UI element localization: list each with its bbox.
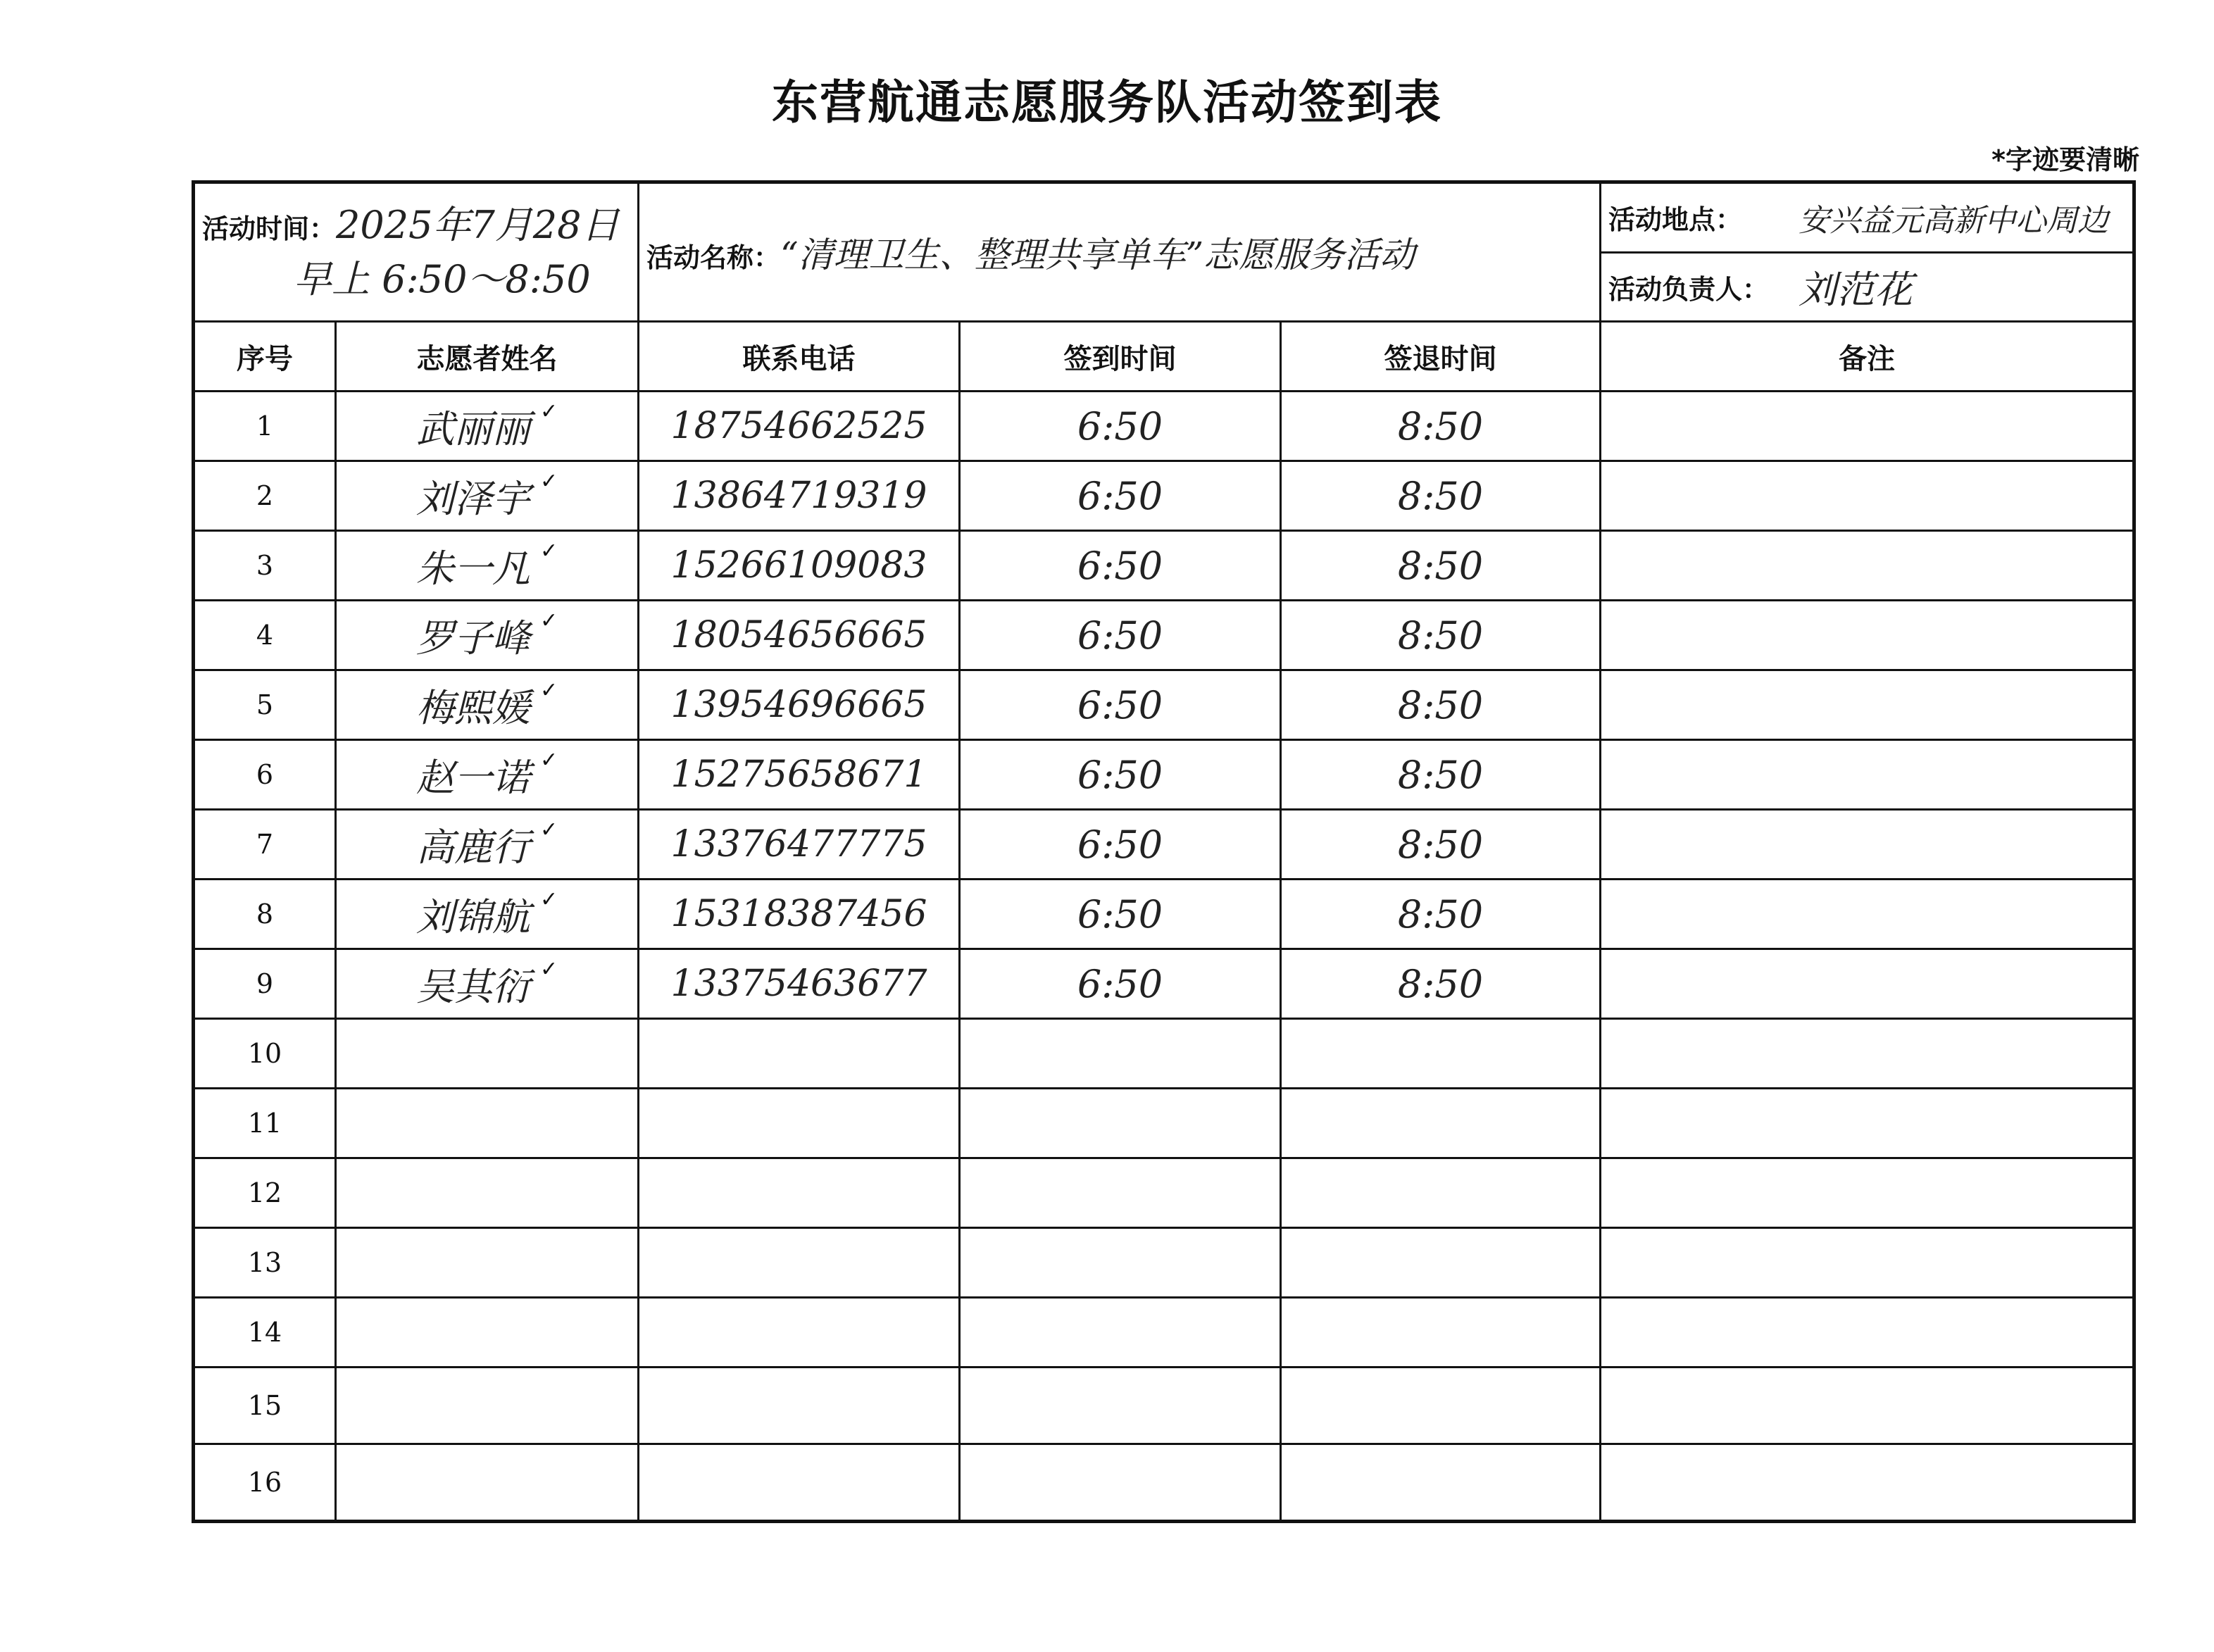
activity-name-value: “清理卫生、整理共享单车”志愿服务活动 <box>780 234 1415 275</box>
volunteer-rows <box>194 392 2134 1522</box>
volunteer-name-cell <box>336 1089 639 1158</box>
phone-cell <box>639 1298 960 1368</box>
table-row <box>194 1089 2134 1158</box>
remark-cell <box>1601 1158 2134 1228</box>
volunteer-name: 罗子峰 <box>415 615 530 661</box>
volunteer-name: 吴其衍 <box>415 964 530 1009</box>
sign-out-cell <box>1281 601 1601 670</box>
volunteer-name: 高鹿行 <box>415 825 530 870</box>
sign-in-cell <box>960 810 1281 880</box>
row-seq: 10 <box>194 1019 336 1089</box>
volunteer-name-cell <box>336 810 639 880</box>
activity-location <box>1601 184 2132 254</box>
remark-cell <box>1601 1089 2134 1158</box>
remark-cell <box>1601 949 2134 1019</box>
sign-in-cell <box>960 1444 1281 1522</box>
sign-out-cell <box>1281 531 1601 601</box>
remark-cell <box>1601 1019 2134 1089</box>
sign-out-cell <box>1281 1089 1601 1158</box>
activity-name-label: 活动名称： <box>646 242 781 273</box>
sign-in-time: 6:50 <box>1077 473 1163 518</box>
phone-number: 13376477775 <box>670 823 927 865</box>
sign-in-cell <box>960 1158 1281 1228</box>
column-header-seq: 序号 <box>194 322 336 392</box>
row-seq: 16 <box>194 1444 336 1522</box>
row-seq: 7 <box>194 810 336 880</box>
volunteer-name-cell <box>336 1019 639 1089</box>
sign-out-cell <box>1281 1158 1601 1228</box>
remark-cell <box>1601 1298 2134 1368</box>
activity-location-leader-cell <box>1601 182 2134 322</box>
sign-out-cell <box>1281 1444 1601 1522</box>
sign-out-cell <box>1281 392 1601 461</box>
remark-cell <box>1601 531 2134 601</box>
check-mark-icon: ✓ <box>539 608 558 633</box>
phone-cell <box>639 670 960 740</box>
activity-location-value: 安兴益元高新中心周边 <box>1799 202 2109 239</box>
phone-cell <box>639 461 960 531</box>
table-row <box>194 392 2134 461</box>
sign-out-cell <box>1281 740 1601 810</box>
volunteer-name: 武丽丽 <box>415 406 530 451</box>
remark-cell <box>1601 1368 2134 1444</box>
volunteer-name-cell <box>336 1368 639 1444</box>
phone-number: 13864719319 <box>670 475 927 517</box>
volunteer-name-cell <box>336 670 639 740</box>
phone-cell <box>639 601 960 670</box>
column-header-remark: 备注 <box>1601 322 2134 392</box>
activity-name-cell <box>639 182 1601 322</box>
phone-cell <box>639 392 960 461</box>
row-seq: 4 <box>194 601 336 670</box>
sign-in-cell <box>960 601 1281 670</box>
phone-cell <box>639 1444 960 1522</box>
sign-in-time: 6:50 <box>1077 682 1163 727</box>
sign-in-time: 6:50 <box>1077 613 1163 658</box>
activity-leader-label: 活动负责人： <box>1608 273 1770 305</box>
phone-cell <box>639 1158 960 1228</box>
activity-date-value: 2025年7月28日 <box>336 202 620 247</box>
table-row <box>194 880 2134 949</box>
phone-number: 13375463677 <box>670 963 927 1005</box>
table-row <box>194 740 2134 810</box>
phone-number: 15275658671 <box>670 753 927 796</box>
table-row <box>194 1158 2134 1228</box>
sign-out-time: 8:50 <box>1397 891 1484 937</box>
phone-cell <box>639 1368 960 1444</box>
volunteer-name: 赵一诺 <box>415 755 530 800</box>
sign-out-cell <box>1281 880 1601 949</box>
phone-cell <box>639 531 960 601</box>
table-row <box>194 810 2134 880</box>
sign-out-time: 8:50 <box>1397 543 1484 588</box>
volunteer-name-cell <box>336 392 639 461</box>
sign-in-cell <box>960 949 1281 1019</box>
sign-out-cell <box>1281 810 1601 880</box>
phone-cell <box>639 949 960 1019</box>
remark-cell <box>1601 1444 2134 1522</box>
sign-in-cell <box>960 1089 1281 1158</box>
phone-cell <box>639 1089 960 1158</box>
table-row <box>194 601 2134 670</box>
page-title: 东营航通志愿服务队活动签到表 <box>772 75 1442 130</box>
sign-out-cell <box>1281 461 1601 531</box>
table-row <box>194 1444 2134 1522</box>
sign-in-time: 6:50 <box>1077 822 1163 867</box>
sign-out-time: 8:50 <box>1397 752 1484 797</box>
sign-in-cell <box>960 461 1281 531</box>
sign-in-cell <box>960 392 1281 461</box>
check-mark-icon: ✓ <box>539 468 558 494</box>
remark-cell <box>1601 810 2134 880</box>
sign-in-cell <box>960 880 1281 949</box>
phone-cell <box>639 1019 960 1089</box>
check-mark-icon: ✓ <box>539 887 558 912</box>
sign-in-table <box>192 180 2136 1523</box>
volunteer-name-cell <box>336 461 639 531</box>
phone-cell <box>639 1228 960 1298</box>
sign-in-cell <box>960 1019 1281 1089</box>
row-seq: 3 <box>194 531 336 601</box>
sign-in-time: 6:50 <box>1077 891 1163 937</box>
phone-number: 15318387456 <box>670 893 927 935</box>
activity-time-label: 活动时间： <box>202 213 337 244</box>
activity-leader <box>1601 254 2132 321</box>
sign-out-cell <box>1281 1228 1601 1298</box>
sign-out-time: 8:50 <box>1397 961 1484 1006</box>
sign-in-cell <box>960 1228 1281 1298</box>
sign-in-cell <box>960 670 1281 740</box>
remark-cell <box>1601 740 2134 810</box>
row-seq: 5 <box>194 670 336 740</box>
sign-out-time: 8:50 <box>1397 613 1484 658</box>
sign-out-time: 8:50 <box>1397 473 1484 518</box>
legibility-note: *字迹要清晰 <box>1991 144 2139 175</box>
phone-number: 13954696665 <box>670 684 927 726</box>
row-seq: 15 <box>194 1368 336 1444</box>
activity-time-cell <box>194 182 639 322</box>
volunteer-name: 梅熙媛 <box>415 685 530 730</box>
sign-in-cell <box>960 1298 1281 1368</box>
sign-out-cell <box>1281 1368 1601 1444</box>
table-row <box>194 1368 2134 1444</box>
remark-cell <box>1601 601 2134 670</box>
phone-cell <box>639 880 960 949</box>
sign-in-time: 6:50 <box>1077 752 1163 797</box>
volunteer-name-cell <box>336 1298 639 1368</box>
volunteer-name-cell <box>336 740 639 810</box>
table-row <box>194 461 2134 531</box>
activity-location-label: 活动地点： <box>1608 204 1743 236</box>
sign-out-time: 8:50 <box>1397 403 1484 449</box>
phone-number: 18054656665 <box>670 614 927 656</box>
row-seq: 12 <box>194 1158 336 1228</box>
row-seq: 6 <box>194 740 336 810</box>
row-seq: 1 <box>194 392 336 461</box>
check-mark-icon: ✓ <box>539 538 558 563</box>
phone-number: 15266109083 <box>670 544 927 587</box>
remark-cell <box>1601 1228 2134 1298</box>
column-header-phone: 联系电话 <box>639 322 960 392</box>
check-mark-icon: ✓ <box>539 817 558 842</box>
phone-cell <box>639 810 960 880</box>
volunteer-name-cell <box>336 949 639 1019</box>
column-header-row <box>194 322 2134 392</box>
check-mark-icon: ✓ <box>539 677 558 703</box>
column-header-sign-in: 签到时间 <box>960 322 1281 392</box>
sign-in-cell <box>960 1368 1281 1444</box>
volunteer-name-cell <box>336 1228 639 1298</box>
sign-out-time: 8:50 <box>1397 682 1484 727</box>
row-seq: 8 <box>194 880 336 949</box>
volunteer-name: 刘锦航 <box>415 894 530 939</box>
check-mark-icon: ✓ <box>539 399 558 424</box>
volunteer-name-cell <box>336 1444 639 1522</box>
row-seq: 9 <box>194 949 336 1019</box>
remark-cell <box>1601 670 2134 740</box>
remark-cell <box>1601 880 2134 949</box>
volunteer-name-cell <box>336 1158 639 1228</box>
volunteer-name-cell <box>336 880 639 949</box>
activity-info-row <box>194 182 2134 322</box>
check-mark-icon: ✓ <box>539 956 558 982</box>
remark-cell <box>1601 392 2134 461</box>
phone-number: 18754662525 <box>670 405 927 447</box>
remark-cell <box>1601 461 2134 531</box>
check-mark-icon: ✓ <box>539 747 558 772</box>
sign-out-cell <box>1281 1298 1601 1368</box>
sign-in-cell <box>960 531 1281 601</box>
table-row <box>194 949 2134 1019</box>
column-header-name: 志愿者姓名 <box>336 322 639 392</box>
phone-cell <box>639 740 960 810</box>
activity-leader-value: 刘范花 <box>1799 267 1913 312</box>
column-header-sign-out: 签退时间 <box>1281 322 1601 392</box>
row-seq: 2 <box>194 461 336 531</box>
row-seq: 14 <box>194 1298 336 1368</box>
volunteer-name-cell <box>336 601 639 670</box>
table-row <box>194 531 2134 601</box>
sign-in-time: 6:50 <box>1077 543 1163 588</box>
activity-time-range-value: 早上 6:50～8:50 <box>294 256 591 301</box>
sign-in-cell <box>960 740 1281 810</box>
table-row <box>194 1228 2134 1298</box>
table-row <box>194 1298 2134 1368</box>
sign-out-time: 8:50 <box>1397 822 1484 867</box>
table-row <box>194 1019 2134 1089</box>
volunteer-name-cell <box>336 531 639 601</box>
row-seq: 13 <box>194 1228 336 1298</box>
sign-out-cell <box>1281 1019 1601 1089</box>
sign-in-time: 6:50 <box>1077 403 1163 449</box>
row-seq: 11 <box>194 1089 336 1158</box>
sign-out-cell <box>1281 670 1601 740</box>
volunteer-name: 朱一凡 <box>415 546 530 591</box>
table-row <box>194 670 2134 740</box>
volunteer-name: 刘泽宇 <box>415 476 530 521</box>
sign-out-cell <box>1281 949 1601 1019</box>
sign-in-time: 6:50 <box>1077 961 1163 1006</box>
